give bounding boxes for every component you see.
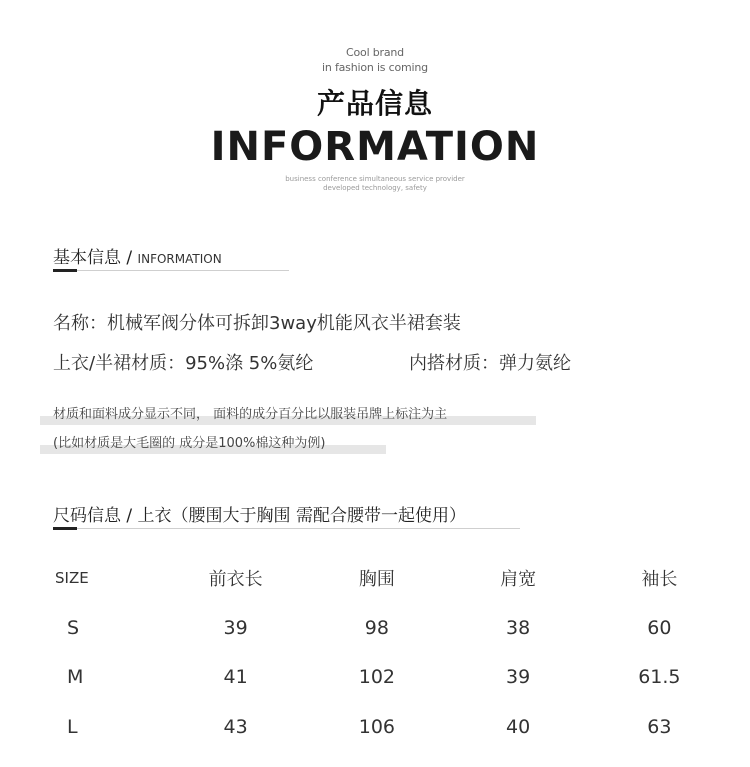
material-note-2: (比如材质是大毛圈的 成分是100%棉这种为例) [53, 436, 326, 451]
basic-info-heading-cn: 基本信息 / [53, 248, 138, 268]
brand-line-2: in fashion is coming [322, 61, 428, 74]
table-cell: 38 [506, 616, 531, 639]
table-cell: 40 [506, 715, 531, 738]
column-header: 胸围 [358, 569, 395, 590]
size-table-header [30, 553, 730, 603]
page-title-cn: 产品信息 [316, 87, 433, 120]
column-header: 袖长 [641, 569, 678, 590]
table-cell: 39 [223, 616, 248, 639]
size-cell: S [67, 616, 80, 639]
table-cell: 63 [647, 715, 672, 738]
tagline-2: developed technology, safety [323, 184, 427, 192]
table-cell: 102 [358, 666, 395, 689]
table-cell: 60 [647, 616, 672, 639]
table-cell: 106 [358, 715, 395, 738]
table-cell: 41 [223, 666, 248, 689]
brand-line-1: Cool brand [346, 46, 404, 59]
size-info-heading: 尺码信息 / 上衣（腰围大于胸围 需配合腰带一起使用） [53, 506, 466, 526]
size-info-accent [53, 527, 77, 530]
column-header: SIZE [55, 569, 89, 587]
size-info-divider [53, 528, 520, 529]
table-row [30, 653, 730, 703]
table-row [30, 702, 730, 752]
material-info: 上衣/半裙材质：95%涤 5%氨纶 [53, 353, 314, 374]
material-note-1: 材质和面料成分显示不同， 面料的成分百分比以服装吊牌上标注为主 [53, 407, 448, 422]
column-header: 前衣长 [208, 569, 263, 590]
basic-info-heading-en: INFORMATION [137, 252, 222, 266]
page-title-en: INFORMATION [210, 124, 540, 170]
table-cell: 39 [506, 666, 531, 689]
table-cell: 61.5 [638, 666, 681, 689]
product-name: 名称：机械军阀分体可拆卸3way机能风衣半裙套装 [53, 313, 461, 334]
lining-info: 内搭材质：弹力氨纶 [409, 353, 571, 374]
size-table [30, 553, 730, 752]
size-cell: L [67, 715, 78, 738]
size-cell: M [67, 666, 84, 689]
column-header: 肩宽 [500, 569, 537, 590]
basic-info-divider [53, 270, 289, 271]
table-row [30, 603, 730, 653]
basic-info-accent [53, 269, 77, 272]
table-cell: 43 [223, 715, 248, 738]
tagline-1: business conference simultaneous service provider [285, 175, 465, 183]
table-cell: 98 [364, 616, 389, 639]
basic-info-heading [53, 243, 222, 268]
